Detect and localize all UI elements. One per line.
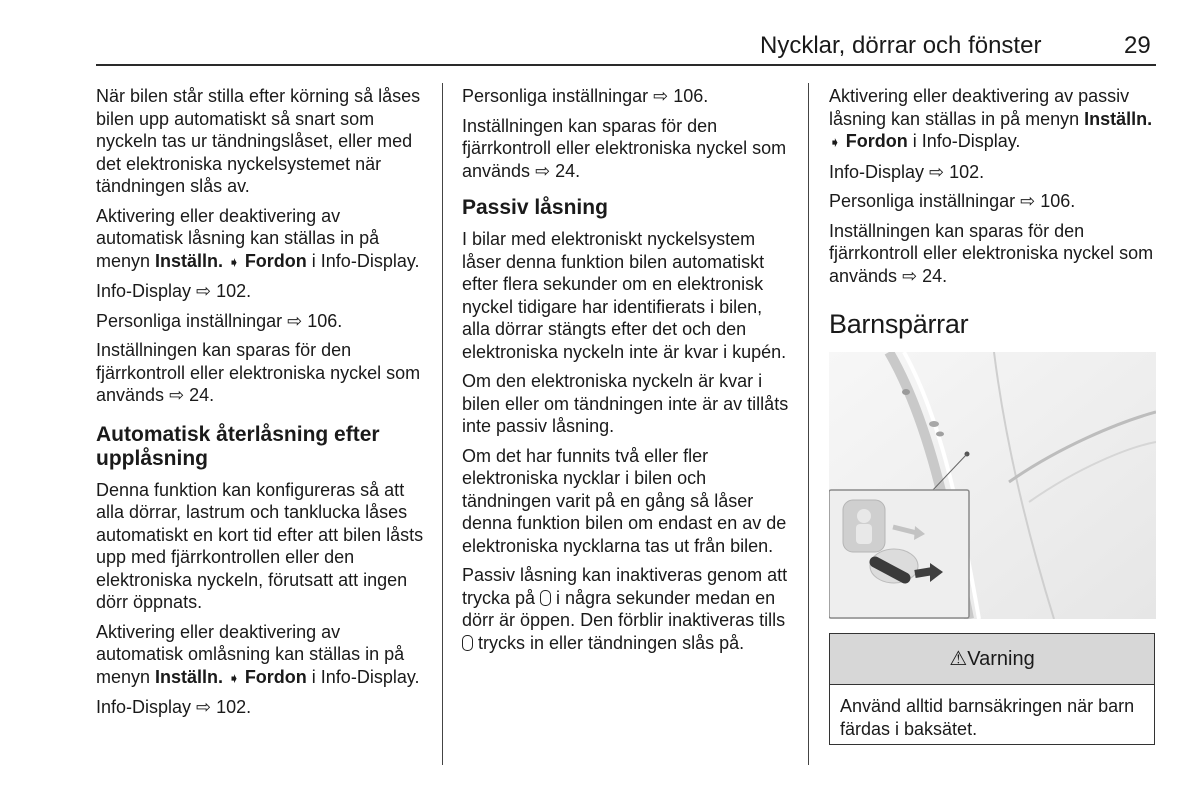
paragraph: Aktivering eller deaktivering av automatisk låsning kan ställas in på menyn Inställn. ➧ Fordon i Info-Display. [96, 205, 420, 271]
warning-triangle-icon: ⚠ [949, 648, 968, 670]
column-divider-2 [808, 83, 809, 765]
paragraph: Aktivering eller deaktivering av automatisk omlåsning kan ställas in på menyn Inställn. ➧ Fordon i Info-Display. [96, 621, 420, 687]
warning-header [830, 634, 1154, 685]
section-heading: Passiv låsning [462, 196, 608, 219]
warning-title: Varning [967, 648, 1035, 670]
paragraph: Om det har funnits två eller fler elektroniska nycklar i bilen och tändningen varit på en gång så låser denna funktion bilen om endast en av de elektroniska nycklarna tas ut från bilen. [462, 445, 787, 556]
paragraph: Personliga inställningar ⇨ 106. [462, 86, 709, 106]
page-reference-icon: ⇨ [196, 697, 212, 717]
child-lock-illustration [829, 352, 1156, 619]
page-reference-icon: ⇨ [929, 161, 945, 182]
paragraph: Inställningen kan sparas för den fjärrkontroll eller elektroniska nyckel som används ⇨ 24. [829, 220, 1154, 286]
paragraph: Om den elektroniska nyckeln är kvar i bilen eller om tändningen inte är av tillåts inte passiv låsning. [462, 371, 789, 436]
unlock-icon [540, 590, 551, 606]
page-number: 29 [1124, 32, 1151, 59]
paragraph: Inställningen kan sparas för den fjärrkontroll eller elektroniska nyckel som används ⇨ 24. [462, 115, 787, 181]
column-divider-1 [442, 83, 443, 765]
menu-arrow-icon: ➧ [228, 253, 240, 270]
menu-arrow-icon: ➧ [228, 669, 240, 686]
page-reference-icon: ⇨ [535, 160, 551, 181]
paragraph: Inställningen kan sparas för den fjärrkontroll eller elektroniska nyckel som används ⇨ 24. [96, 340, 421, 405]
warning-box [829, 633, 1155, 745]
column-3 [829, 85, 1159, 339]
section-heading: Automatisk återlåsning efter upplåsning [96, 422, 380, 470]
page-reference-icon: ⇨ [902, 265, 918, 286]
paragraph: Aktivering eller deaktivering av passiv låsning kan ställas in på menyn Inställn. ➧ Fordon i Info-Display. [829, 86, 1153, 151]
column-1 [96, 85, 426, 726]
paragraph: Denna funktion kan konfigureras så att alla dörrar, lastrum och tanklucka låses automatiskt en kort tid efter att bilen låsts upp med fjärrkontrollen eller den elektroniska nyckeln, förutsatt att ingen dörr öppnats. [96, 479, 424, 612]
paragraph: Info-Display ⇨ 102. [96, 281, 252, 301]
paragraph: Personliga inställningar ⇨ 106. [96, 310, 343, 331]
warning-text: Använd alltid barnsäkringen när barn färdas i baksätet. [840, 696, 1135, 739]
column-2 [462, 85, 792, 661]
paragraph: Personliga inställningar ⇨ 106. [829, 191, 1076, 211]
header-rule [96, 64, 1156, 66]
paragraph: Info-Display ⇨ 102. [829, 161, 985, 182]
lock-icon [462, 635, 473, 651]
paragraph: Info-Display ⇨ 102. [96, 697, 252, 717]
page-reference-icon: ⇨ [169, 385, 185, 405]
paragraph: Passiv låsning kan inaktiveras genom att trycka på i några sekunder medan en dörr är öppen. Den förblir inaktiveras tills trycks in eller tändningen slås på. [462, 565, 788, 653]
paragraph: När bilen står stilla efter körning så låses bilen upp automatiskt så snart som nyckeln tas ur tändningslåset, eller med det elektroniska nyckelsystemet när tändningen slås av. [96, 86, 421, 196]
door-lock-drawing [829, 352, 1156, 619]
page-reference-icon: ⇨ [653, 86, 669, 106]
section-heading: Barnspärrar [829, 309, 969, 339]
paragraph: I bilar med elektroniskt nyckelsystem låser denna funktion bilen automatiskt efter flera sekunder om en elektronisk nyckel tidigare har identifierats i bilen, alla dörrar stängts efter det och den elektroniska nyckeln inte är kvar i kupén. [462, 229, 787, 362]
header-title: Nycklar, dörrar och fönster [760, 32, 1042, 59]
menu-arrow-icon: ➧ [829, 134, 841, 150]
page-reference-icon: ⇨ [1020, 191, 1036, 211]
page-reference-icon: ⇨ [287, 310, 303, 331]
page-reference-icon: ⇨ [196, 281, 212, 301]
